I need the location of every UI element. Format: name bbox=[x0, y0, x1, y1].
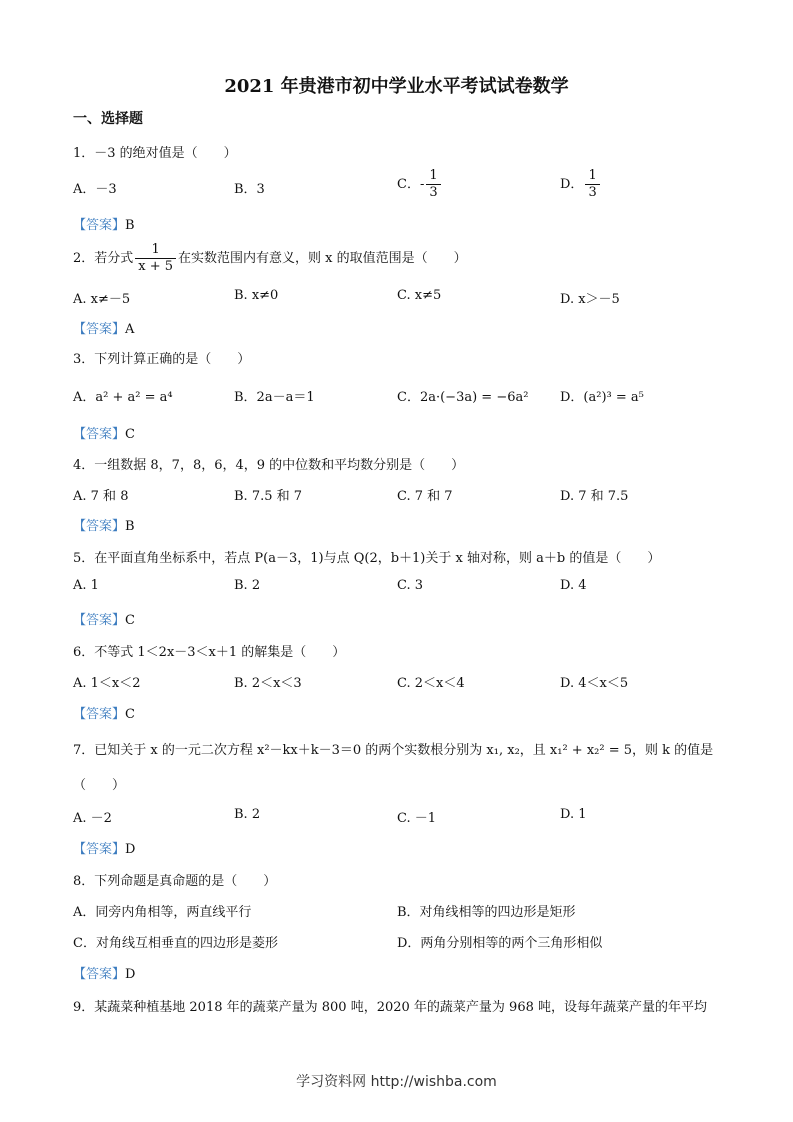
question-8-option-d: D．两角分别相等的两个三角形相似 bbox=[397, 936, 603, 951]
page-title: 2021 年贵港市初中学业水平考试试卷数学 bbox=[224, 76, 569, 97]
answer-label: 【答案】 bbox=[73, 519, 126, 534]
fraction-denominator: x + 5 bbox=[135, 258, 176, 275]
answer-label: 【答案】 bbox=[73, 218, 126, 233]
question-6-stem: 6．不等式 1＜2x－3＜x＋1 的解集是（ ） bbox=[73, 645, 346, 660]
question-2-answer bbox=[73, 318, 134, 337]
fraction-numerator: 1 bbox=[429, 168, 438, 183]
answer-value: D bbox=[125, 842, 136, 857]
question-8-option-a: A．同旁内角相等，两直线平行 bbox=[73, 905, 252, 920]
question-5-option-a: A. 1 bbox=[73, 578, 99, 593]
question-8-option-c: C．对角线互相垂直的四边形是菱形 bbox=[73, 936, 278, 951]
question-1-answer bbox=[73, 214, 135, 233]
question-4-option-d: D. 7 和 7.5 bbox=[560, 489, 629, 504]
footer-watermark: 学习资料网 http://wishba.com bbox=[296, 1074, 497, 1090]
answer-label: 【答案】 bbox=[73, 842, 126, 857]
question-2-option-d: D. x＞－5 bbox=[560, 292, 620, 307]
answer-value: C bbox=[125, 613, 135, 628]
question-4-option-c: C. 7 和 7 bbox=[397, 489, 453, 504]
question-4-stem: 4．一组数据 8，7，8，6，4，9 的中位数和平均数分别是（ ） bbox=[73, 458, 465, 473]
question-4-option-a: A. 7 和 8 bbox=[73, 489, 129, 504]
fraction bbox=[135, 242, 176, 275]
question-7-option-a: A. －2 bbox=[73, 811, 112, 826]
question-3-option-d: D．(a²)³ = a⁵ bbox=[560, 390, 644, 405]
question-6-option-b: B. 2＜x＜3 bbox=[234, 676, 302, 691]
question-1-option-b: B．3 bbox=[234, 182, 265, 197]
question-1-option-c bbox=[397, 168, 443, 201]
answer-value: A bbox=[125, 322, 135, 337]
option-c-prefix: C．- bbox=[397, 177, 425, 192]
fraction-numerator: 1 bbox=[588, 168, 597, 183]
answer-value: C bbox=[125, 707, 135, 722]
answer-label: 【答案】 bbox=[73, 613, 126, 628]
fraction-denominator: 3 bbox=[426, 184, 440, 201]
question-2-option-b: B. x≠0 bbox=[234, 288, 279, 303]
fraction bbox=[426, 168, 440, 201]
answer-value: B bbox=[125, 218, 135, 233]
question-1-stem: 1．－3 的绝对值是（ ） bbox=[73, 146, 237, 161]
question-8-stem: 8．下列命题是真命题的是（ ） bbox=[73, 874, 277, 889]
option-d-prefix: D． bbox=[560, 177, 584, 192]
question-5-answer bbox=[73, 609, 135, 628]
question-7-option-c: C. －1 bbox=[397, 811, 437, 826]
question-5-option-d: D. 4 bbox=[560, 578, 587, 593]
question-2-stem-start: 2．若分式 bbox=[73, 251, 134, 266]
question-4-option-b: B. 7.5 和 7 bbox=[234, 489, 303, 504]
answer-label: 【答案】 bbox=[73, 967, 126, 982]
question-6-option-c: C. 2＜x＜4 bbox=[397, 676, 465, 691]
question-1-option-a: A．－3 bbox=[73, 182, 117, 197]
question-1-option-d bbox=[560, 168, 602, 201]
answer-label: 【答案】 bbox=[73, 427, 126, 442]
question-2-option-c: C. x≠5 bbox=[397, 288, 442, 303]
question-7-answer bbox=[73, 838, 135, 857]
question-6-option-d: D. 4＜x＜5 bbox=[560, 676, 629, 691]
question-3-answer bbox=[73, 423, 135, 442]
question-4-answer bbox=[73, 515, 135, 534]
question-3-stem: 3．下列计算正确的是（ ） bbox=[73, 352, 251, 367]
question-6-option-a: A. 1＜x＜2 bbox=[73, 676, 141, 691]
question-8-option-b: B．对角线相等的四边形是矩形 bbox=[397, 905, 576, 920]
question-5-option-c: C. 3 bbox=[397, 578, 424, 593]
fraction bbox=[585, 168, 599, 201]
section-heading: 一、选择题 bbox=[73, 111, 143, 127]
question-7-stem-continued: （ ） bbox=[73, 778, 126, 793]
question-3-option-c: C．2a·(−3a) = −6a² bbox=[397, 390, 529, 405]
question-7-stem: 7．已知关于 x 的一元二次方程 x²－kx＋k－3＝0 的两个实数根分别为 x₁, x₂，且 x₁² + x₂² = 5，则 k 的值是 bbox=[73, 743, 714, 758]
question-3-option-a: A．a² + a² = a⁴ bbox=[73, 390, 173, 405]
fraction-numerator: 1 bbox=[151, 242, 160, 257]
question-5-option-b: B. 2 bbox=[234, 578, 261, 593]
answer-value: B bbox=[125, 519, 135, 534]
question-7-option-d: D. 1 bbox=[560, 807, 587, 822]
question-2-stem bbox=[73, 242, 467, 275]
question-2-option-a: A. x≠－5 bbox=[73, 292, 131, 307]
question-8-answer bbox=[73, 963, 135, 982]
question-3-option-b: B．2a－a＝1 bbox=[234, 390, 315, 405]
answer-value: C bbox=[125, 427, 135, 442]
question-5-stem: 5．在平面直角坐标系中，若点 P(a－3，1)与点 Q(2，b＋1)关于 x 轴对称，则 a＋b 的值是（ ） bbox=[73, 551, 661, 566]
answer-label: 【答案】 bbox=[73, 707, 126, 722]
question-6-answer bbox=[73, 703, 135, 722]
fraction-denominator: 3 bbox=[585, 184, 599, 201]
question-9-stem: 9．某蔬菜种植基地 2018 年的蔬菜产量为 800 吨，2020 年的蔬菜产量为 968 吨，设每年蔬菜产量的年平均 bbox=[73, 1000, 707, 1015]
answer-label: 【答案】 bbox=[73, 322, 126, 337]
question-2-stem-end: 在实数范围内有意义，则 x 的取值范围是（ ） bbox=[178, 251, 467, 266]
question-7-option-b: B. 2 bbox=[234, 807, 261, 822]
answer-value: D bbox=[125, 967, 136, 982]
